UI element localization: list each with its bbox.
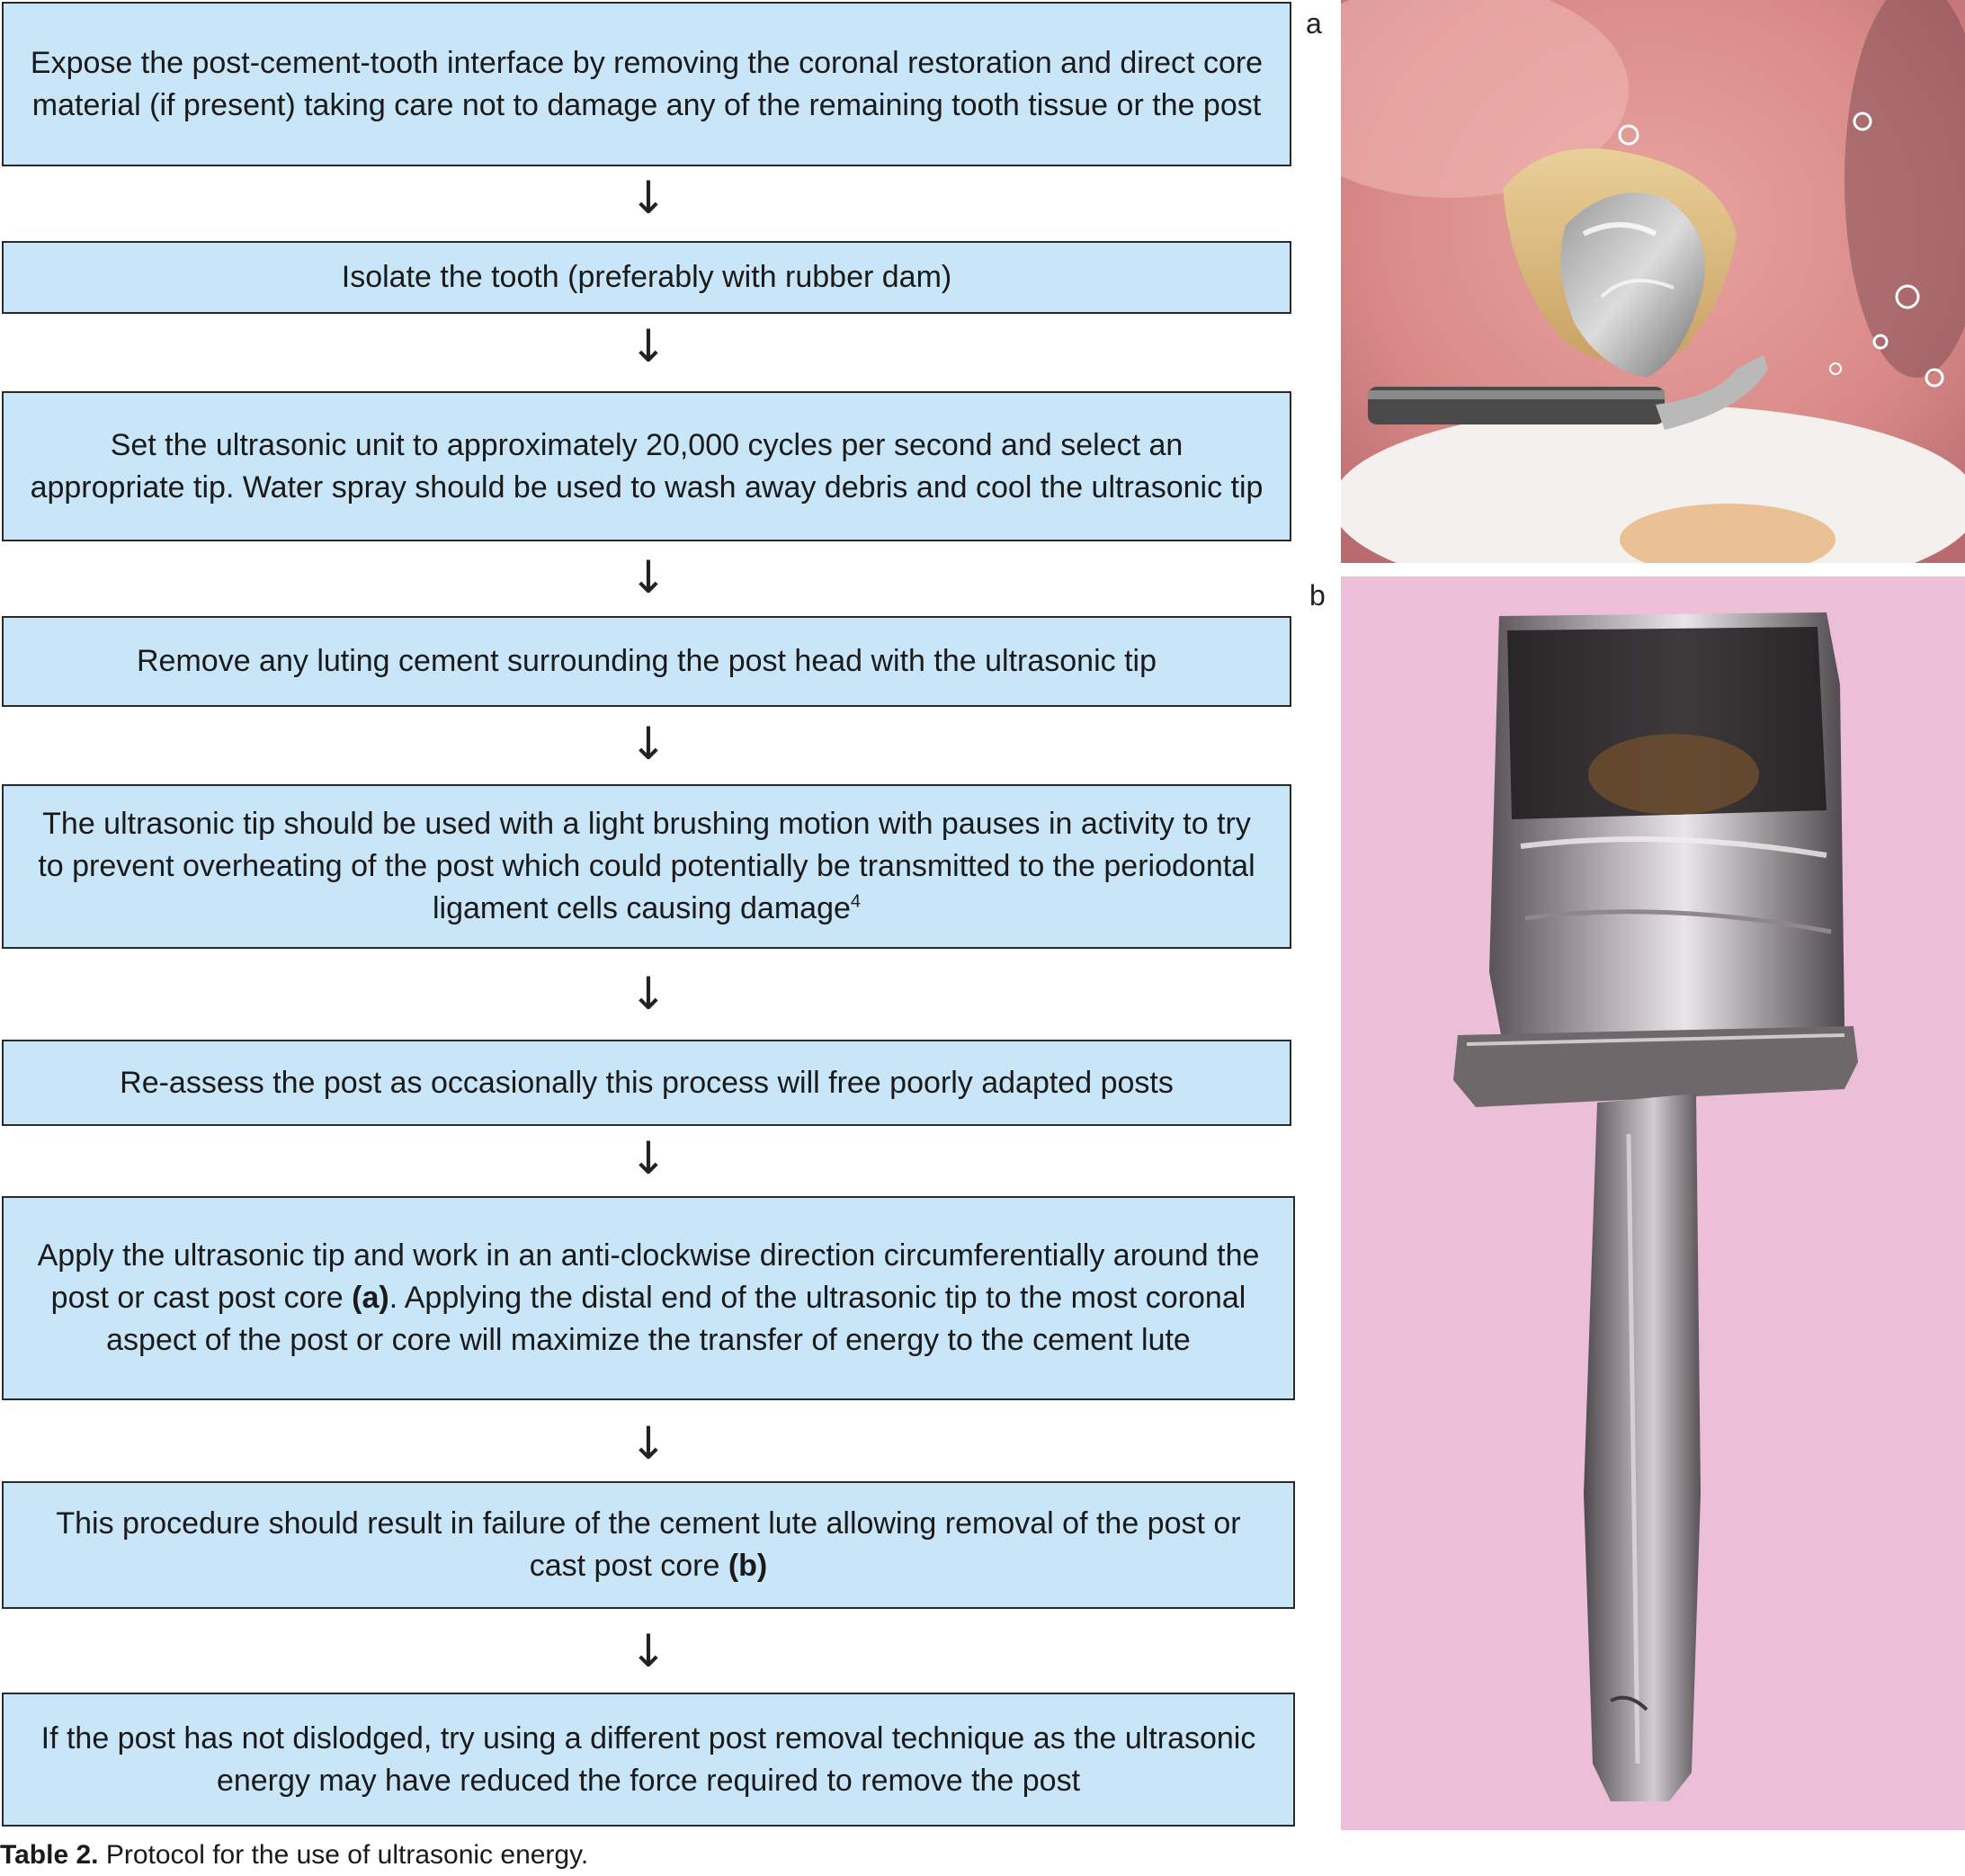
removed-post-photo-b-illustration: [1341, 576, 1965, 1830]
arrow-down-icon: ↓: [630, 718, 667, 770]
step-5-body: The ultrasonic tip should be used with a light brushing motion with pauses in activity to try to prevent overheating of the post which could potentially be transmitted to the periodontal ligament cells causing damage: [38, 807, 1255, 925]
panel-b-label: b: [1309, 579, 1326, 612]
step-2-box: [2, 241, 1291, 314]
panel-a-label: a: [1306, 7, 1322, 40]
step-7-text-after: . Applying the distal end of the ultrasonic tip to the most coronal aspect of the post or core will maximize the transfer of energy to the cement lute: [106, 1281, 1246, 1357]
panel-a-reference: (a): [352, 1281, 389, 1315]
step-5-text: [29, 803, 1264, 930]
arrow-down-icon: ↓: [630, 1417, 667, 1470]
step-4-box: [2, 616, 1291, 707]
step-9-text: If the post has not dislodged, try using a different post removal technique as the ultrasonic energy may have reduced the force required to remove the post: [40, 1720, 1256, 1798]
clinical-photo-a: [1341, 0, 1965, 563]
arrow-down-icon: ↓: [630, 551, 667, 603]
step-7-text-before: Apply the ultrasonic tip and work in an anti-clockwise direction circumferentially around the post or cast post core: [37, 1238, 1260, 1315]
arrow-down-icon: ↓: [630, 172, 667, 224]
removed-post-photo-b: [1341, 576, 1965, 1830]
step-8-text: [29, 1503, 1268, 1587]
step-1-box: [2, 2, 1291, 166]
step-6-text: Re-assess the post as occasionally this process will free poorly adapted posts: [120, 1065, 1174, 1100]
step-5-box: [2, 784, 1291, 949]
step-2-text: Isolate the tooth (preferably with rubber dam): [341, 260, 952, 294]
step-4-text: Remove any luting cement surrounding the post head with the ultrasonic tip: [137, 644, 1157, 678]
clinical-photo-a-illustration: [1341, 0, 1965, 563]
step-9-box: [2, 1693, 1295, 1827]
step-5-reference: 4: [850, 891, 862, 912]
step-7-box: [2, 1196, 1295, 1400]
arrow-down-icon: ↓: [630, 320, 667, 372]
step-8-box: [2, 1481, 1295, 1609]
step-3-text: Set the ultrasonic unit to approximately 20,000 cycles per second and select an appropriate tip. Water spray should be used to wash away debris and cool the ultrasonic tip: [30, 427, 1264, 505]
step-8-text-before: This procedure should result in failure of the cement lute allowing removal of the post or cast post core: [56, 1506, 1241, 1583]
table-caption-label: Table 2.: [0, 1840, 99, 1870]
step-7-text: [29, 1235, 1268, 1362]
panel-b-reference: (b): [728, 1549, 768, 1583]
arrow-down-icon: ↓: [630, 1132, 667, 1184]
table-caption-text: Protocol for the use of ultrasonic energy.: [98, 1840, 589, 1870]
arrow-down-icon: ↓: [630, 968, 667, 1020]
arrow-down-icon: ↓: [630, 1625, 667, 1677]
table-caption: [0, 1839, 588, 1872]
step-1-text: Expose the post-cement-tooth interface by removing the coronal restoration and direct core material (if present) taking care not to damage any of the remaining tooth tissue or the post: [30, 45, 1264, 122]
step-3-box: [2, 391, 1291, 541]
step-6-box: [2, 1040, 1291, 1126]
